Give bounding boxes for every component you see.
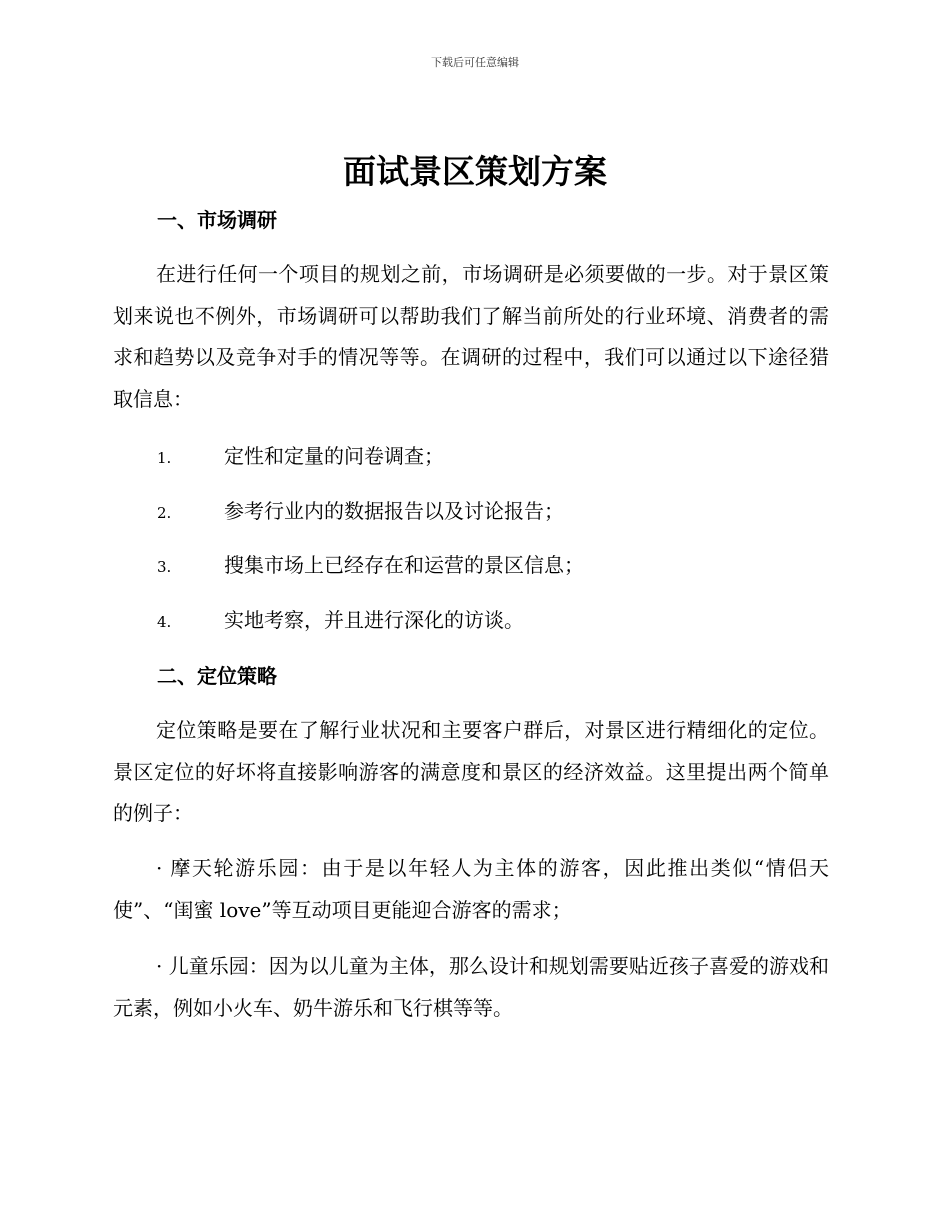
list-item-text: 定性和定量的问卷调查； [224, 444, 444, 468]
list-item-text: 参考行业内的数据报告以及讨论报告； [224, 499, 564, 523]
positioning-strategy-paragraph: 定位策略是要在了解行业状况和主要客户群后，对景区进行精细化的定位。景区定位的好坏将直接影响游客的满意度和景区的经济效益。这里提出两个简单的例子： [113, 718, 829, 825]
list-item-text: 实地考察，并且进行深化的访谈。 [224, 608, 524, 632]
example-ferris-wheel-paragraph: · 摩天轮游乐园：由于是以年轻人为主体的游客，因此推出类似“情侣天使”、“闺蜜 love”等互动项目更能迎合游客的需求； [113, 856, 829, 922]
section-heading-positioning-strategy: 二、定位策略 [157, 664, 277, 688]
list-item-number: 3. [157, 558, 172, 576]
list-item-number: 4. [157, 613, 172, 631]
document-title: 面试景区策划方案 [343, 152, 607, 191]
list-item [157, 606, 837, 636]
list-item [157, 551, 837, 581]
market-research-paragraph: 在进行任何一个项目的规划之前，市场调研是必须要做的一步。对于景区策划来说也不例外，市场调研可以帮助我们了解当前所处的行业环境、消费者的需求和趋势以及竞争对手的情况等等。在调研的过程中，我们可以通过以下途径猎取信息： [113, 262, 829, 411]
list-item-number: 1. [157, 449, 172, 467]
list-item-text: 搜集市场上已经存在和运营的景区信息； [224, 553, 584, 577]
header-note: 下载后可任意编辑 [431, 56, 519, 69]
list-item [157, 442, 837, 472]
example-children-park-paragraph: · 儿童乐园：因为以儿童为主体，那么设计和规划需要贴近孩子喜爱的游戏和元素，例如小火车、奶牛游乐和飞行棋等等。 [113, 954, 829, 1020]
list-item [157, 497, 837, 527]
list-item-number: 2. [157, 504, 172, 522]
section-heading-market-research: 一、市场调研 [157, 208, 277, 232]
